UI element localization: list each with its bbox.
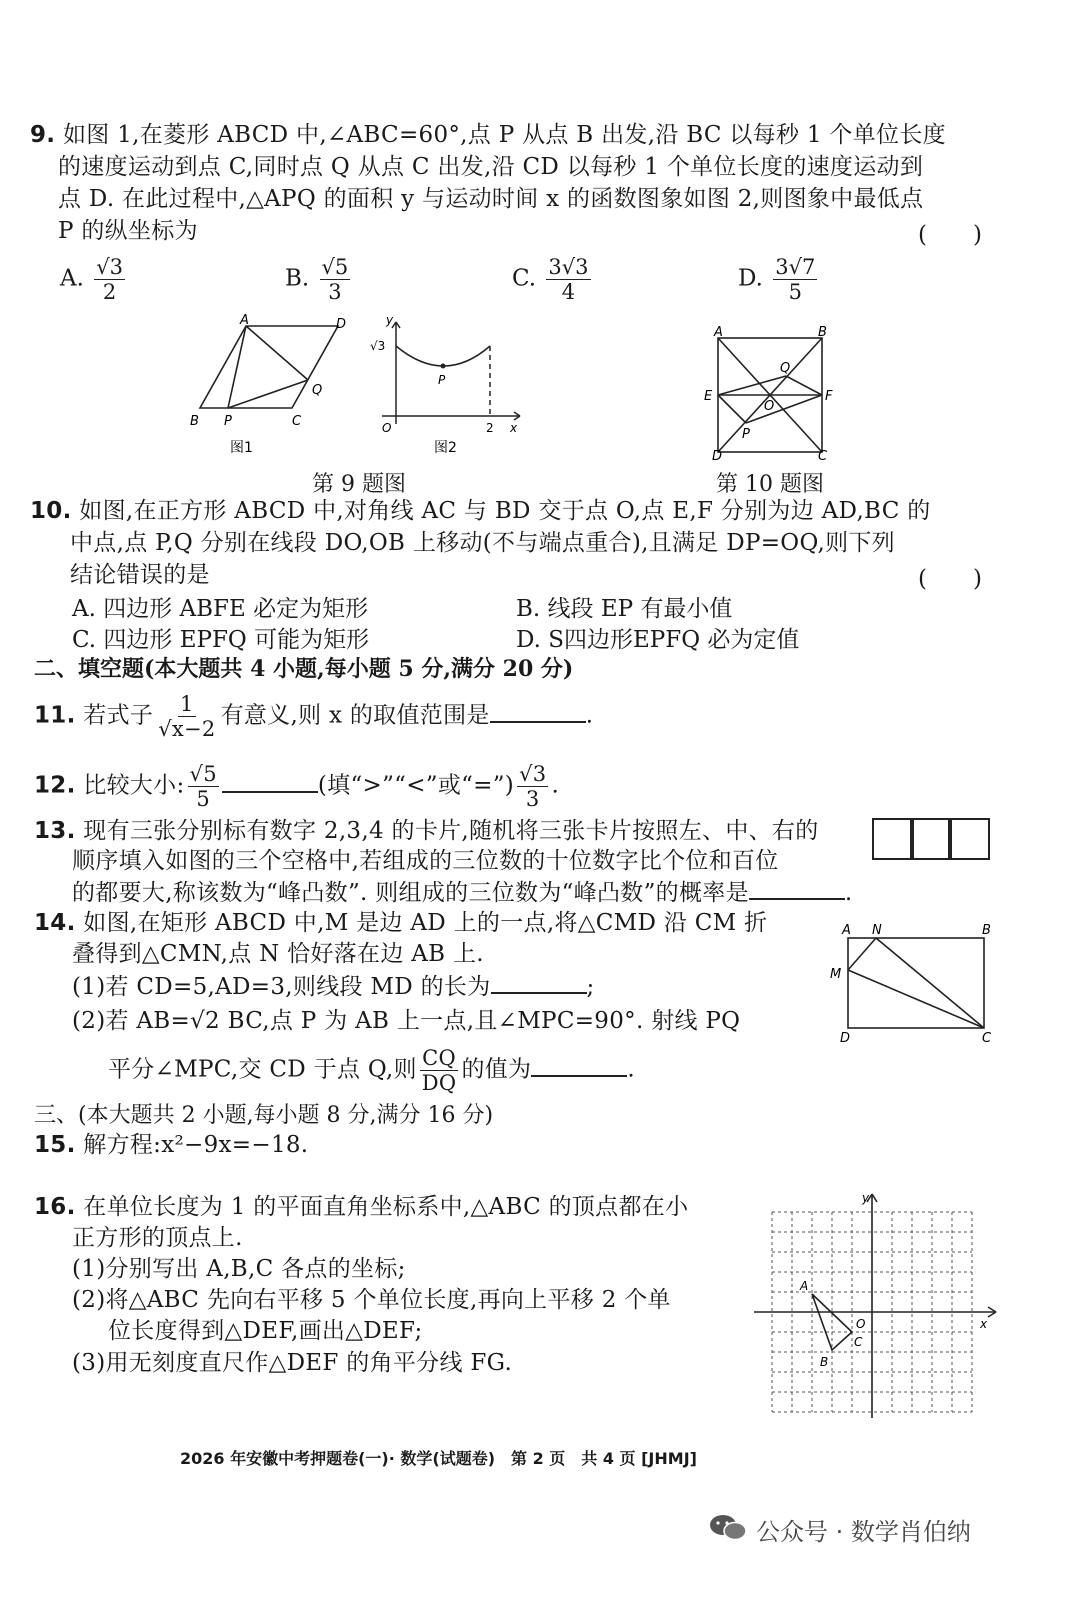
- segment-ap: [228, 326, 246, 408]
- segment-nc: [876, 938, 984, 1028]
- q14-part-1-text: (1)若 CD=5,AD=3,则线段 MD 的长为: [72, 974, 491, 1000]
- q9-answer-paren: ( ): [918, 222, 982, 248]
- q12-text-mid: (填“>”“<”或“=”): [317, 772, 515, 799]
- q10-choice-d: D. S四边形EPFQ 必为定值: [516, 627, 800, 653]
- q13-text-end: .: [844, 880, 853, 906]
- q14-part-2b-post: 的值为: [461, 1056, 532, 1083]
- q13-card-slot-right: [948, 818, 990, 860]
- figure-2-label: 图2: [434, 440, 457, 456]
- q12-answer-blank[interactable]: [222, 769, 318, 793]
- point-label-a: A: [842, 923, 851, 938]
- q14-line-1: [34, 908, 767, 938]
- q9-line-2: 的速度运动到点 C,同时点 Q 从点 C 出发,沿 CD 以每秒 1 个单位长度的速度运动到: [58, 154, 924, 180]
- q11-answer-blank[interactable]: [490, 699, 586, 723]
- point-label-b: B: [982, 923, 991, 938]
- point-label-n: N: [872, 923, 882, 938]
- q16-line-1: [34, 1192, 688, 1222]
- axis-label-y: y: [386, 313, 394, 327]
- q16-figure-grid: [752, 1190, 1000, 1422]
- fraction-numerator: 3√7: [775, 255, 816, 279]
- point-label-o: O: [764, 399, 775, 414]
- q9-line-1: [30, 120, 946, 150]
- point-label-d: D: [840, 1031, 851, 1042]
- fraction-denominator: 3: [328, 280, 342, 304]
- point-label-q: Q: [780, 361, 791, 376]
- q10-figure-caption: 第 10 题图: [716, 472, 824, 497]
- point-label-p: P: [438, 373, 446, 387]
- q16-text-1: 在单位长度为 1 的平面直角坐标系中,△ABC 的顶点都在小: [83, 1194, 689, 1220]
- q14-part-2b: [108, 1046, 635, 1095]
- q9-choice-a: [60, 255, 128, 304]
- point-label-m: M: [830, 967, 842, 982]
- q16-part-2b: 位长度得到△DEF,画出△DEF;: [108, 1318, 423, 1344]
- choice-letter: D.: [738, 265, 763, 292]
- q13-text-3: 的都要大,称该数为“峰凸数”. 则组成的三位数为“峰凸数”的概率是: [72, 880, 749, 906]
- origin-label: O: [382, 421, 392, 435]
- q10-text-1: 如图,在正方形 ABCD 中,对角线 AC 与 BD 交于点 O,点 E,F 分别为边 AD,BC 的: [79, 498, 931, 524]
- q10-line-3: 结论错误的是: [70, 562, 210, 588]
- point-label-d: D: [336, 317, 347, 332]
- q10-answer-paren: ( ): [918, 566, 982, 592]
- point-label-b: B: [820, 1355, 829, 1369]
- q16-line-2: 正方形的顶点上.: [72, 1225, 243, 1251]
- fraction-numerator: √5: [189, 762, 217, 786]
- q16-number: 16.: [34, 1194, 76, 1220]
- point-label-c: C: [854, 1335, 863, 1349]
- q13-line-2: 顺序填入如图的三个空格中,若组成的三位数的十位数字比个位和百位: [72, 848, 779, 874]
- q9-line-4: P 的纵坐标为: [58, 218, 198, 244]
- fraction-denominator: 5: [788, 280, 802, 304]
- q12-text-end: .: [551, 772, 560, 799]
- fraction-denominator: 3: [525, 787, 540, 811]
- q11-line: [34, 692, 593, 741]
- tick-label-sqrt3: √3: [370, 339, 386, 353]
- segment-ep: [718, 395, 746, 423]
- lowest-point-marker: [441, 364, 446, 369]
- q12-number: 12.: [34, 772, 76, 799]
- fraction-numerator: 1: [180, 692, 194, 716]
- fraction-denominator: 5: [196, 787, 211, 811]
- q12-line: [34, 762, 559, 811]
- segment-qf: [786, 376, 822, 395]
- q15-line: [34, 1130, 308, 1160]
- fraction-numerator: √3: [519, 762, 547, 786]
- q14-part-2: (2)若 AB=√2 BC,点 P 为 AB 上一点,且∠MPC=90°. 射线 PQ: [72, 1008, 741, 1034]
- point-label-a: A: [800, 1279, 809, 1293]
- q11-fraction: [156, 692, 217, 741]
- choice-fraction: [320, 255, 351, 304]
- point-label-b: B: [818, 325, 827, 340]
- q9-choice-d: [738, 255, 820, 304]
- segment-pq: [228, 380, 308, 408]
- q12-text-pre: 比较大小:: [83, 772, 185, 799]
- q14-part-2b-pre: 平分∠MPC,交 CD 于点 Q,则: [108, 1056, 417, 1083]
- page-footer: 2026 年安徽中考押题卷(一)· 数学(试题卷) 第 2 页 共 4 页 [JHMJ]: [180, 1449, 697, 1468]
- section-2-heading: 二、填空题(本大题共 4 小题,每小题 5 分,满分 20 分): [34, 656, 574, 682]
- q9-choice-c: [512, 255, 594, 304]
- choice-letter: C.: [512, 265, 537, 292]
- q13-line-3: [72, 876, 853, 908]
- choice-fraction: [773, 255, 817, 304]
- fraction-numerator: CQ: [422, 1046, 457, 1070]
- q10-choice-b: B. 线段 EP 有最小值: [516, 596, 733, 622]
- segment-eq: [718, 376, 786, 395]
- point-label-c: C: [818, 449, 828, 462]
- choice-fraction: [94, 255, 125, 304]
- tick-label-2: 2: [486, 421, 494, 435]
- q13-answer-blank[interactable]: [749, 876, 845, 900]
- rectangle-outline: [848, 938, 984, 1028]
- choice-fraction: [546, 255, 590, 304]
- q16-part-1: (1)分别写出 A,B,C 各点的坐标;: [72, 1256, 406, 1282]
- choice-letter: A.: [60, 265, 84, 292]
- q11-text-post: 有意义,则 x 的取值范围是: [220, 702, 490, 729]
- q9-number: 9.: [30, 122, 56, 148]
- point-label-f: F: [825, 389, 833, 404]
- q12-left-fraction: [188, 762, 219, 811]
- fraction-numerator: √3: [96, 255, 123, 279]
- segment-aq: [246, 326, 308, 380]
- q14-part-1-end: ;: [586, 974, 595, 1000]
- q9-line-3: 点 D. 在此过程中,△APQ 的面积 y 与运动时间 x 的函数图象如图 2,则图象中最低点: [58, 186, 924, 212]
- q9-figure-2-graph: [362, 312, 532, 462]
- q10-choice-c: C. 四边形 EPFQ 可能为矩形: [72, 627, 370, 653]
- segment-mc: [848, 970, 984, 1028]
- axis-label-x: x: [980, 1317, 988, 1331]
- q14-part-1-blank[interactable]: [491, 970, 587, 994]
- choice-letter: B.: [285, 265, 310, 292]
- q10-line-1: [30, 496, 931, 526]
- q13-text-1: 现有三张分别标有数字 2,3,4 的卡片,随机将三张卡片按照左、中、右的: [83, 818, 819, 844]
- axis-label-y: y: [862, 1191, 870, 1205]
- q14-fraction: [420, 1046, 459, 1095]
- section-3-heading: 三、(本大题共 2 小题,每小题 8 分,满分 16 分): [34, 1103, 494, 1128]
- q14-figure-rectangle: [826, 918, 1004, 1042]
- q10-number: 10.: [30, 498, 72, 524]
- fraction-numerator: 3√3: [548, 255, 589, 279]
- segment-mn: [848, 938, 876, 970]
- q14-part-1: [72, 970, 595, 1002]
- watermark-text: 公众号 · 数学肖伯纳: [756, 1518, 971, 1546]
- fraction-denominator: 4: [561, 280, 576, 304]
- q13-line-1: [34, 816, 819, 846]
- q12-right-fraction: [517, 762, 548, 811]
- fraction-numerator: √5: [321, 255, 349, 279]
- q9-figure-1-rhombus: [180, 312, 350, 462]
- point-label-c: C: [982, 1031, 992, 1042]
- fraction-denominator: 2: [102, 280, 117, 304]
- point-label-e: E: [704, 389, 713, 404]
- point-label-c: C: [292, 414, 302, 429]
- q15-text: 解方程:x²−9x=−18.: [83, 1132, 309, 1158]
- q11-number: 11.: [34, 702, 76, 729]
- point-label-a: A: [240, 313, 249, 328]
- q9-choice-b: [285, 255, 353, 304]
- q10-choice-a: A. 四边形 ABFE 必定为矩形: [72, 596, 369, 622]
- point-label-p: P: [224, 414, 232, 429]
- q14-part-2b-end: .: [627, 1056, 635, 1083]
- q16-part-2: (2)将△ABC 先向右平移 5 个单位长度,再向上平移 2 个单: [72, 1287, 671, 1313]
- q11-text-pre: 若式子: [83, 702, 154, 729]
- q13-number: 13.: [34, 818, 76, 844]
- parabola-curve: [396, 346, 490, 366]
- fraction-denominator: DQ: [421, 1071, 457, 1095]
- point-label-a: A: [714, 325, 723, 340]
- q15-number: 15.: [34, 1132, 76, 1158]
- q16-part-3: (3)用无刻度直尺作△DEF 的角平分线 FG.: [72, 1350, 513, 1376]
- wechat-icon: [708, 1512, 748, 1542]
- point-label-d: D: [712, 449, 723, 462]
- q13-card-slot-left: [872, 818, 914, 860]
- q9-figure-caption: 第 9 题图: [312, 472, 406, 497]
- q9-text-1: 如图 1,在菱形 ABCD 中,∠ABC=60°,点 P 从点 B 出发,沿 BC 以每秒 1 个单位长度: [62, 122, 946, 148]
- point-label-b: B: [190, 414, 199, 429]
- point-label-p: P: [742, 427, 750, 442]
- axis-label-x: x: [510, 421, 518, 435]
- q11-text-end: .: [585, 702, 594, 729]
- q10-figure-square: [694, 322, 844, 462]
- q10-line-2: 中点,点 P,Q 分别在线段 DO,OB 上移动(不与端点重合),且满足 DP=OQ,则下列: [70, 530, 895, 556]
- point-label-q: Q: [312, 383, 323, 398]
- q13-card-slot-middle: [910, 818, 952, 860]
- q14-text-1: 如图,在矩形 ABCD 中,M 是边 AD 上的一点,将△CMD 沿 CM 折: [83, 910, 768, 936]
- figure-1-label: 图1: [230, 440, 253, 456]
- q14-line-2: 叠得到△CMN,点 N 恰好落在边 AB 上.: [72, 941, 484, 967]
- q14-number: 14.: [34, 910, 76, 936]
- q14-part-2-blank[interactable]: [531, 1053, 627, 1077]
- fraction-denominator: √x−2: [158, 717, 216, 741]
- origin-label: O: [856, 1317, 866, 1331]
